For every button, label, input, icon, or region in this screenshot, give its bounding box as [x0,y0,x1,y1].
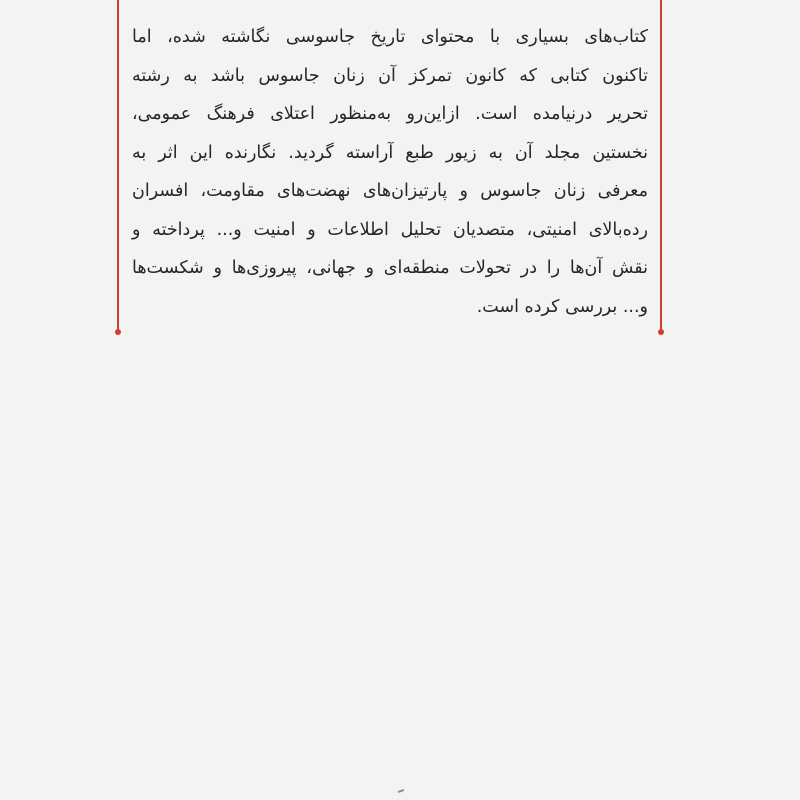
paragraph-line: تحریر درنیامده است. ازاین‌رو به‌منظور اعتلای فرهنگ عمومی، [132,104,648,124]
right-red-dot [658,329,664,335]
paragraph-line: نقش آن‌ها را در تحولات منطقه‌ای و جهانی، پیروزی‌ها و شکست‌ها [132,258,648,278]
paragraph-line: کتاب‌های بسیاری با محتوای تاریخ جاسوسی نگاشته شده، اما [132,27,648,47]
paragraph-line: نخستین مجلد آن به زیور طبع آراسته گردید. نگارنده این اثر به [132,142,648,163]
small-print-mark [398,789,404,793]
paragraph-line: و... بررسی کرده است. [476,296,648,317]
left-red-vertical-line [117,0,119,330]
description-paragraph [132,18,648,326]
paragraph-line: رده‌بالای امنیتی، متصدیان تحلیل اطلاعات و امنیت و... پرداخته و [132,219,648,240]
left-red-dot [115,329,121,335]
paragraph-line: تاکنون کتابی که کانون تمرکز آن زنان جاسوس باشد به رشته [132,65,648,86]
right-red-vertical-line [660,0,662,330]
paragraph-line: معرفی زنان جاسوس و پارتیزان‌های نهضت‌های مقاومت، افسران [132,181,648,201]
